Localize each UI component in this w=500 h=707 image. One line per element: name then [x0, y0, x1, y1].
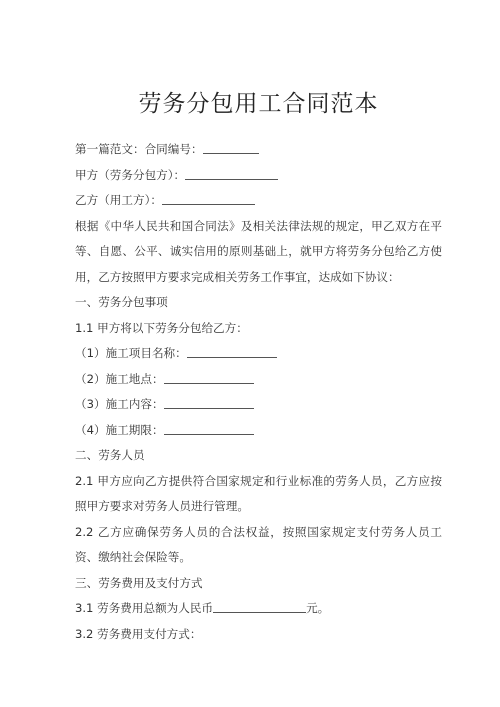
document-body: [75, 137, 442, 647]
party-b-label: 乙方（用工方）：: [75, 193, 162, 207]
intro-paragraph: 根据《中华人民共和国合同法》及相关法律法规的规定，甲乙双方在平等、自愿、公平、诚实信用的原则基础上，就甲方将劳务分包给乙方使用，乙方按照甲方要求完成相关劳务工作事宜，达成如下协议：: [75, 218, 442, 284]
site-location-blank: [164, 371, 254, 384]
party-a-label: 甲方（劳务分包方）：: [75, 167, 186, 182]
document-title: 劳务分包用工合同范本: [138, 91, 379, 117]
party-b-line: [75, 188, 442, 214]
project-name-blank: [187, 345, 277, 358]
work-content-label: （3）施工内容：: [75, 397, 164, 411]
work-content-blank: [164, 396, 254, 409]
site-location-label: （2）施工地点：: [75, 371, 164, 386]
clause-1-item-2: [75, 367, 442, 393]
fee-amount-prefix: 3.1 劳务费用总额为人民币: [75, 601, 214, 615]
contract-number-label: 第一篇范文：合同编号：: [75, 142, 203, 156]
party-b-blank: [162, 192, 255, 205]
party-a-blank: [185, 167, 278, 180]
work-period-blank: [164, 422, 254, 435]
clause-1-item-4: [75, 418, 442, 444]
clause-1-item-1: [75, 341, 442, 367]
clause-3-1: [75, 596, 442, 622]
clause-2-1: 2.1 甲方应向乙方提供符合国家规定和行业标准的劳务人员，乙方应按照甲方要求对劳务人员进行管理。: [75, 473, 442, 513]
clause-1-1: 1.1 甲方将以下劳务分包给乙方：: [75, 320, 248, 335]
clause-3-2: 3.2 劳务费用支付方式：: [75, 626, 202, 641]
work-period-label: （4）施工期限：: [75, 422, 164, 437]
contract-number-blank: [203, 141, 259, 154]
fee-amount-suffix: 元。: [306, 601, 330, 615]
section-2-heading: 二、劳务人员: [75, 448, 145, 462]
clause-2-2: 2.2 乙方应确保劳务人员的合法权益，按照国家规定支付劳务人员工资、缴纳社会保险等。: [75, 524, 442, 564]
section-1-heading: 一、劳务分包事项: [75, 295, 168, 309]
clause-1-item-3: [75, 392, 442, 418]
party-a-line: [75, 163, 442, 189]
contract-number-line: [75, 137, 442, 163]
fee-amount-blank: [213, 600, 306, 613]
project-name-label: （1）施工项目名称：: [75, 346, 187, 360]
section-3-heading: 三、劳务费用及支付方式: [75, 575, 203, 590]
